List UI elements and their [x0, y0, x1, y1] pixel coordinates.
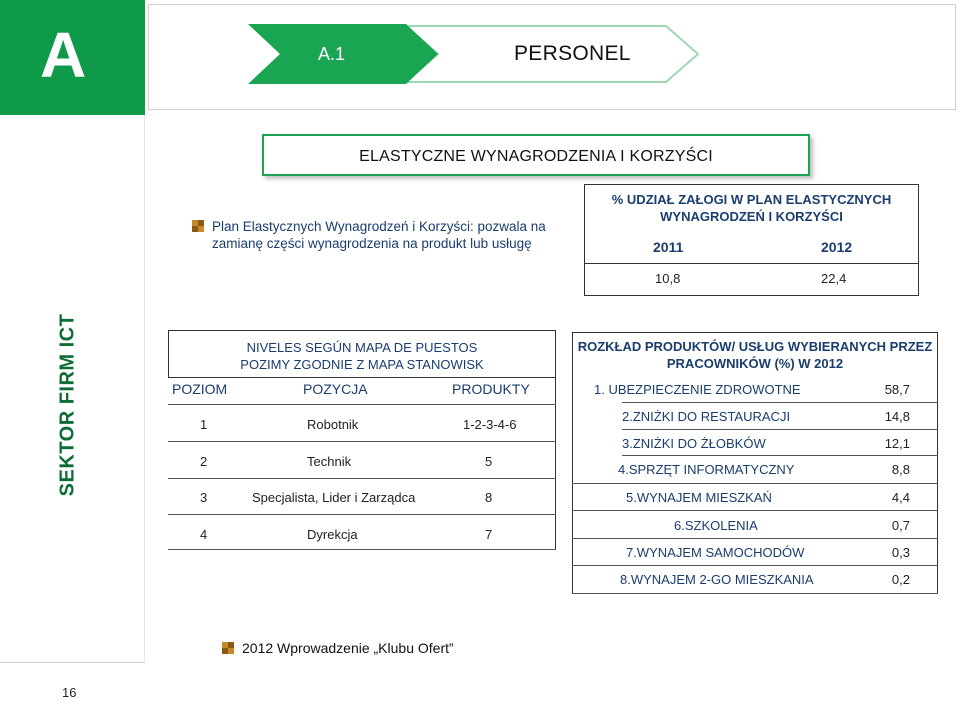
ranking-value: 0,2: [891, 572, 910, 587]
ranking-label: 6.SZKOLENIA: [674, 518, 758, 533]
column-header-position: POZYCJA: [303, 381, 368, 397]
ranking-table-title: [572, 338, 938, 372]
divider: [622, 429, 938, 430]
sector-label: SEKTOR FIRM ICT: [56, 313, 79, 497]
year-header: 2011: [653, 239, 684, 255]
divider: [622, 455, 938, 456]
table-cell: Robotnik: [307, 417, 359, 432]
ranking-label: 7.WYNAJEM SAMOCHODÓW: [626, 545, 805, 560]
table-cell: 1-2-3-4-6: [463, 417, 517, 432]
table-cell: Dyrekcja: [307, 527, 358, 542]
table-cell: 1: [200, 417, 208, 432]
ranking-table: [572, 332, 938, 594]
table-cell: 7: [485, 527, 493, 542]
page-title: ELASTYCZNE WYNAGRODZENIA I KORZYŚCI: [359, 148, 713, 165]
participation-table: [584, 184, 919, 296]
divider: [168, 514, 556, 515]
column-header-products: PRODUKTY: [452, 381, 530, 397]
table-cell: 2: [200, 454, 208, 469]
table-cell: 8: [485, 490, 493, 505]
divider: [572, 593, 938, 594]
table-cell: Technik: [307, 454, 352, 469]
bullet-icon: [222, 642, 234, 654]
table-cell: 3: [200, 490, 208, 505]
ranking-label: 8.WYNAJEM 2-GO MIESZKANIA: [620, 572, 814, 587]
divider: [555, 330, 556, 550]
positions-table-header: [168, 330, 556, 378]
sector-label-box: [40, 280, 96, 530]
positions-table-title: [169, 339, 555, 373]
divider: [572, 483, 938, 484]
ranking-value: 58,7: [884, 382, 910, 397]
bullet-text: Plan Elastycznych Wynagrodzeń i Korzyści: pozwala na zamianę części wynagrodzenia na produkt lub usługę: [212, 219, 546, 251]
ranking-label: 5.WYNAJEM MIESZKAŃ: [626, 490, 772, 505]
ranking-label: 4.SPRZĘT INFORMATYCZNY: [618, 462, 795, 477]
ranking-value: 0,3: [891, 545, 910, 560]
ranking-label: 1. UBEZPIECZENIE ZDROWOTNE: [594, 382, 801, 397]
divider: [168, 478, 556, 479]
ranking-value: 8,8: [891, 462, 910, 477]
divider: [168, 404, 556, 405]
participation-value: 10,8: [655, 271, 681, 286]
divider: [168, 549, 556, 550]
divider: [572, 538, 938, 539]
section-code: A.1: [318, 44, 346, 64]
ranking-title-line: PRACOWNIKÓW (%) W 2012: [666, 356, 844, 371]
ranking-value: 4,4: [891, 490, 910, 505]
ranking-value: 14,8: [884, 409, 910, 424]
bullet-text: 2012 Wprowadzenie „Klubu Ofert”: [242, 640, 454, 656]
table-cell: 4: [200, 527, 208, 542]
positions-title-line: POZIMY ZGODNIE Z MAPA STANOWISK: [240, 357, 484, 372]
participation-table-title: % UDZIAŁ ZAŁOGI W PLAN ELASTYCZNYCH WYNAGRODZEŃ I KORZYŚCI: [611, 192, 892, 224]
page-number: 16: [62, 685, 77, 700]
column-header-level: POZIOM: [172, 381, 228, 397]
participation-value: 22,4: [821, 271, 847, 286]
ranking-value: 0,7: [891, 518, 910, 533]
page-title-banner: [262, 134, 810, 176]
divider: [585, 263, 918, 264]
divider: [572, 565, 938, 566]
positions-title-line: NIVELES SEGÚN MAPA DE PUESTOS: [246, 340, 478, 355]
table-cell: Specjalista, Lider i Zarządca: [252, 490, 416, 505]
divider: [572, 510, 938, 511]
year-header: 2012: [821, 239, 853, 255]
table-cell: 5: [485, 454, 493, 469]
divider: [168, 441, 556, 442]
ranking-label: 3.ZNIŻKI DO ŻŁOBKÓW: [622, 436, 766, 451]
bullet-icon: [192, 220, 204, 232]
divider: [622, 402, 938, 403]
ranking-title-line: ROZKŁAD PRODUKTÓW/ USŁUG WYBIERANYCH PRZEZ: [577, 339, 933, 354]
section-letter: A: [40, 19, 87, 91]
ranking-label: 2.ZNIŻKI DO RESTAURACJI: [622, 409, 791, 424]
ranking-value: 12,1: [884, 436, 910, 451]
positions-table: [162, 330, 556, 550]
section-title: PERSONEL: [514, 42, 631, 65]
